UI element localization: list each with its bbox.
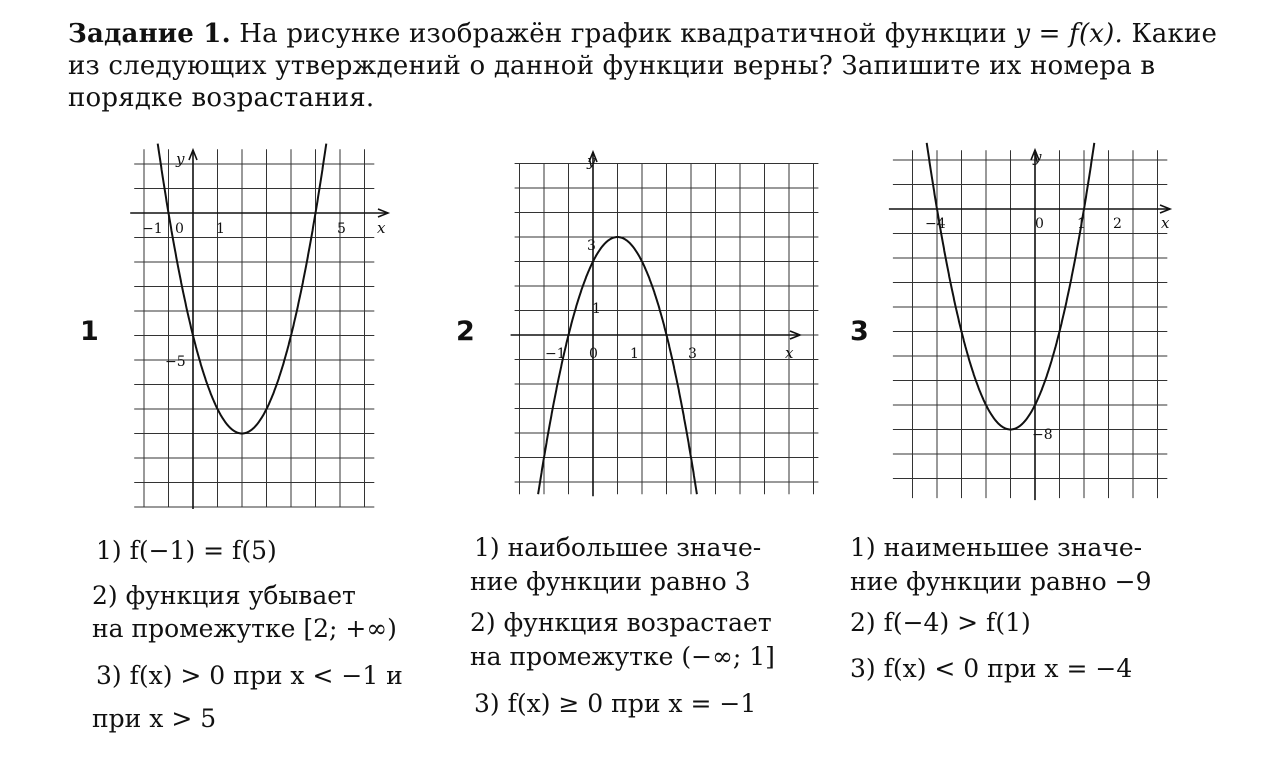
task-text-part2: Какие из следующих утверждений о данной функции верны? Запишите их номера в порядке возрастания. [68, 19, 1218, 113]
task-formula: y = f(x). [1015, 19, 1123, 49]
graph-2-grid [515, 164, 819, 495]
graph-2-tick-label: −1 [545, 346, 566, 362]
graph-2-y-axis-label: y [587, 152, 596, 170]
panel-2-statement: на промежутке (−∞; 1] [470, 642, 775, 671]
graph-2-axes [511, 152, 800, 496]
task-text-part1: На рисунке изображён график квадратичной функции [230, 19, 1016, 49]
panel-3-statement: 1) наименьшее значе- [850, 533, 1143, 562]
panel-3-statement: 3) f(x) < 0 при x = −4 [850, 654, 1133, 683]
graph-3-tick-label: 0 [1035, 216, 1044, 232]
graph-1-tick-label: −5 [165, 354, 186, 370]
task-label: Задание 1. [68, 19, 231, 49]
panel-2-statement: 3) f(x) ≥ 0 при x = −1 [474, 689, 757, 718]
graph-3-x-axis-label: x [1161, 214, 1170, 232]
graph-3-tick-label: −4 [925, 216, 946, 232]
panel-1-statement: на промежутке [2; +∞) [92, 614, 397, 643]
panel-1-statement: при x > 5 [92, 704, 217, 733]
graph-1-x-axis-label: x [377, 219, 386, 237]
graph-2-tick-label: 1 [592, 301, 601, 317]
graph-3-tick-label: 2 [1113, 216, 1122, 232]
graph-3-tick-label: −8 [1032, 427, 1053, 443]
graph-3-y-axis-label: y [1033, 148, 1042, 166]
graph-2 [495, 148, 805, 508]
panel-2-statement: 1) наибольшее значе- [474, 533, 762, 562]
panel-3-statement: ние функции равно −9 [850, 567, 1152, 596]
panel-2-statement: 2) функция возрастает [470, 608, 772, 637]
panel-1-statement: 1) f(−1) = f(5) [96, 536, 277, 565]
graph-1-y-axis-label: y [176, 150, 185, 168]
graph-2-tick-label: 1 [630, 346, 639, 362]
graph-3 [895, 148, 1175, 508]
graph-1-tick-label: −1 [142, 221, 163, 237]
graph-1 [120, 148, 390, 508]
panel-1-statement: 3) f(x) > 0 при x < −1 и [96, 661, 403, 690]
graph-2-tick-label: 3 [587, 238, 596, 254]
graph-1-tick-label: 5 [337, 221, 346, 237]
graph-1-tick-label: 0 [175, 221, 184, 237]
panel-1-statement: 2) функция убывает [92, 581, 356, 610]
graph-3-tick-label: 1 [1077, 216, 1086, 232]
panel-3-statement: 2) f(−4) > f(1) [850, 608, 1031, 637]
graph-2-tick-label: 0 [589, 346, 598, 362]
graph-1-grid [134, 149, 374, 507]
panel-2-statement: ние функции равно 3 [470, 567, 751, 596]
task-text [68, 18, 1248, 114]
graph-2-tick-label: 3 [688, 346, 697, 362]
graph-2-x-axis-label: x [785, 344, 794, 362]
graph-1-tick-label: 1 [216, 221, 225, 237]
graph-3-axes [889, 150, 1170, 500]
panel-2-number: 2 [456, 316, 475, 347]
graph-3-grid [893, 150, 1167, 498]
panel-1-number: 1 [80, 316, 99, 347]
panel-3-number: 3 [850, 316, 869, 347]
